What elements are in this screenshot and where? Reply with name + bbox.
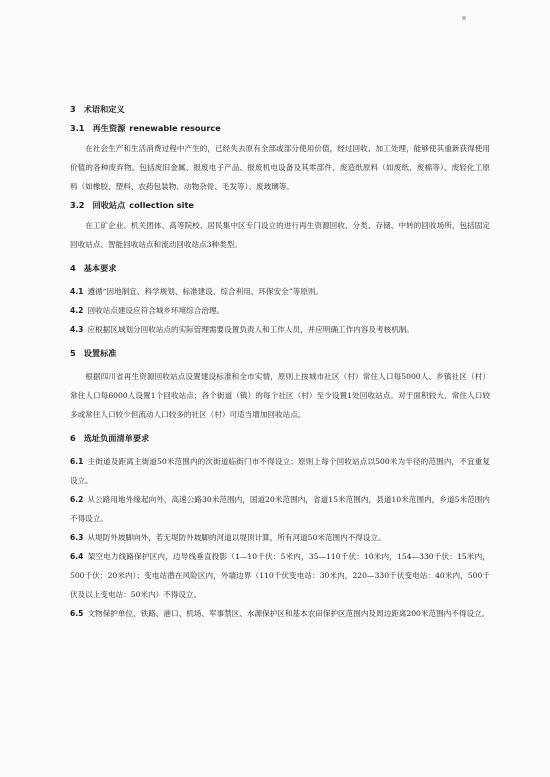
- clause-text: 主街道及距离主街道50米范围内的次街道临街门市不得设立；原则上每个回收站点以500米为半径的范围内，不宜重复设立。: [70, 457, 490, 485]
- section-heading-3: [70, 104, 490, 115]
- term-heading-3-1: [70, 123, 490, 134]
- section-number: 4: [70, 263, 76, 273]
- section-number: 6: [70, 433, 76, 443]
- clause-number: 6.2: [70, 495, 84, 504]
- section-number: 5: [70, 348, 76, 358]
- clause-number: 4.3: [70, 325, 84, 334]
- term-cn: 再生资源: [92, 123, 126, 133]
- clause-6-5: [70, 604, 490, 623]
- clause-4-3: [70, 320, 490, 339]
- document-body: [70, 104, 490, 623]
- clause-6-4: [70, 547, 490, 604]
- term-definition-3-2: 在工矿企业、机关团体、高等院校、居民集中区专门设立的进行再生资源回收、分类、存储、中转的回收场所，包括固定回收站点、智能回收站点和流动回收站点3种类型。: [70, 221, 490, 249]
- clause-number: 6.1: [70, 457, 84, 466]
- section-title: 选址负面清单要求: [83, 433, 150, 443]
- section-title: 术语和定义: [83, 104, 125, 114]
- term-number: 3.2: [70, 200, 85, 210]
- clause-text: 遵循“因地制宜、科学规划、标准建设、综合利用、环保安全”等原则。: [87, 287, 324, 296]
- section-number: 3: [70, 104, 76, 114]
- section-title: 基本要求: [83, 263, 117, 273]
- clause-6-1: [70, 452, 490, 490]
- term-en: collection site: [129, 200, 194, 210]
- clause-number: 6.5: [70, 609, 84, 618]
- clause-4-1: [70, 282, 490, 301]
- section-heading-4: [70, 263, 490, 274]
- clause-6-3: [70, 528, 490, 547]
- section-5-paragraph: 根据四川省再生资源回收站点设置建设标准和全市实情，原则上按城市社区（村）常住人口每5000人、乡镇社区（村）常住人口每6000人设置1个回收站点；各个街道（镇）的每个社区（村）至少设置1处回收站点。对于面积较大、常住人口较多或常住人口较少但流动人口较多的社区（村）可适当增加回收站点。: [70, 372, 490, 419]
- clause-number: 6.3: [70, 533, 84, 542]
- clause-number: 4.1: [70, 287, 84, 296]
- clause-number: 6.4: [70, 552, 84, 561]
- section-heading-6: [70, 433, 490, 444]
- clause-4-2: [70, 301, 490, 320]
- term-number: 3.1: [70, 123, 85, 133]
- clause-6-2: [70, 490, 490, 528]
- section-title: 设置标准: [83, 348, 117, 358]
- clause-text: 架空电力线路保护区内，边导线垂直投影（1—10千伏：5米内，35—110千伏：10米内，154—330千伏：15米内，500千伏：20米内）；变电站潜在风险区内，外墙边界（110千伏变电站：30米内，220—330千伏变电站：40米内，500千伏及以上变电站：50米内）不得设立。: [70, 552, 490, 599]
- term-en: renewable resource: [129, 123, 221, 133]
- clause-text: 从堤防外坡脚向外，若无堤防外坡脚的河道以堤顶计算，所有河道50米范围内不得设立。: [87, 533, 386, 542]
- clause-text: 文物保护单位、铁路、港口、机场、军事禁区、水源保护区和基本农田保护区范围内及周边距离200米范围内不得设立。: [87, 609, 490, 618]
- term-heading-3-2: [70, 200, 490, 211]
- term-cn: 回收站点: [92, 200, 126, 210]
- scan-dot: [462, 16, 466, 20]
- clause-text: 从公路用地外缘起向外，高速公路30米范围内，国道20米范围内，省道15米范围内，县道10米范围内，乡道5米范围内不得设立。: [70, 495, 490, 523]
- clause-text: 应根据区域划分回收站点的实际管理需要设置负责人和工作人员，并应明确工作内容及考核机制。: [87, 325, 414, 334]
- clause-number: 4.2: [70, 306, 84, 315]
- term-definition-3-1: 在社会生产和生活消费过程中产生的，已经失去原有全部或部分使用价值，经过回收、加工处理，能够使其重新获得使用价值的各种废弃物。包括废旧金属、报废电子产品、报废机电设备及其零部件、废造纸原料（如废纸、废棉等）、废轻化工原料（如橡胶、塑料、农药包装物、动物杂骨、毛发等）、废玻璃等。: [70, 144, 490, 191]
- clause-text: 回收站点建设应符合城乡环境综合治理。: [87, 306, 225, 315]
- section-heading-5: [70, 348, 490, 359]
